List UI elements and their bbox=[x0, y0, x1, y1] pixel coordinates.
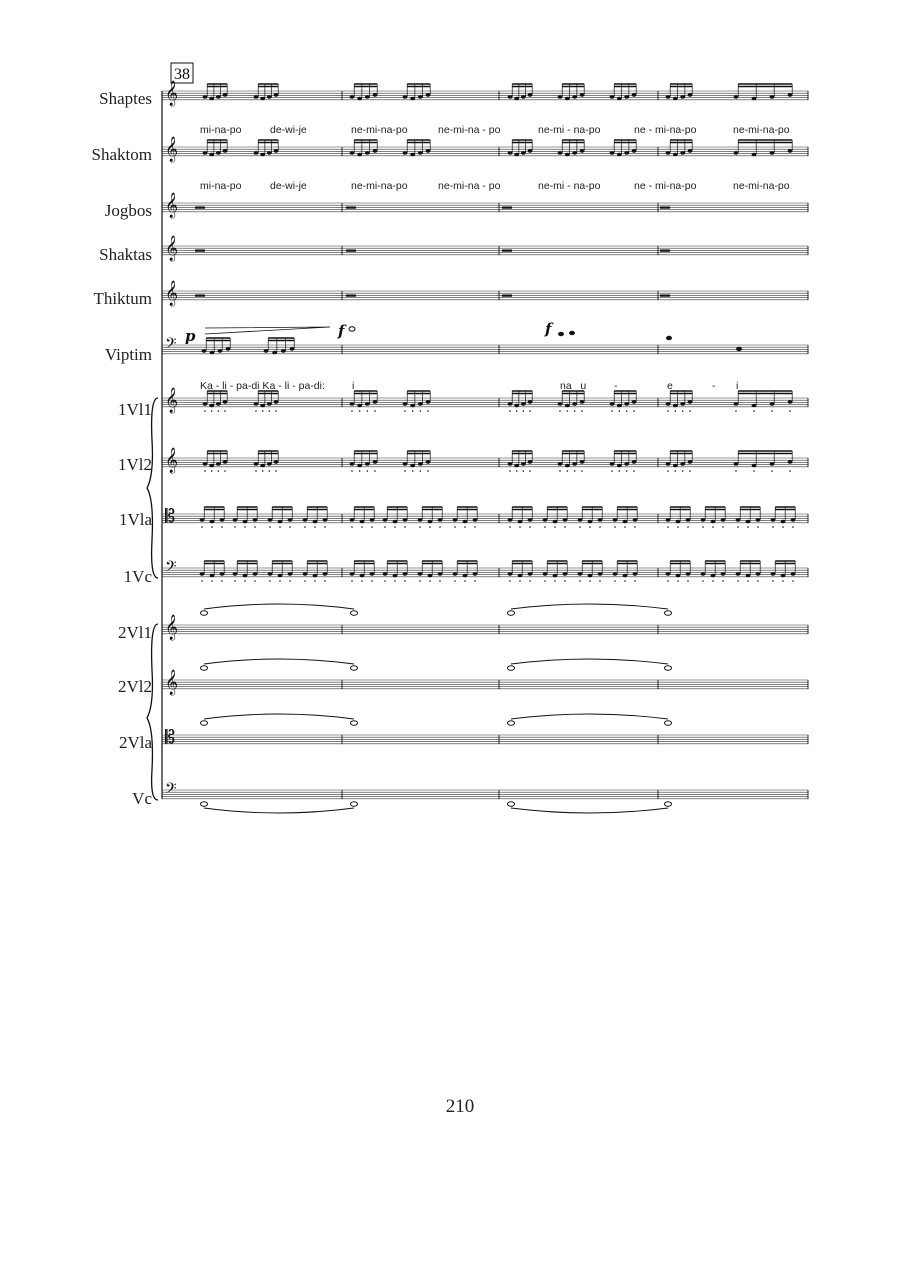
half-note bbox=[665, 666, 672, 671]
brace-orchestra-1 bbox=[147, 398, 158, 578]
sixteenth-note-group bbox=[558, 391, 585, 412]
bass-clef-icon: 𝄢 bbox=[165, 780, 177, 801]
staff-14 bbox=[162, 790, 808, 799]
measure-number: 38 bbox=[174, 66, 190, 83]
treble-clef-icon: 𝄞 bbox=[165, 388, 179, 413]
half-note bbox=[201, 611, 208, 616]
treble-clef-icon: 𝄞 bbox=[165, 81, 179, 106]
sixteenth-note-group bbox=[613, 561, 638, 582]
sixteenth-note-group bbox=[403, 451, 431, 472]
instrument-name: 2Vl1 bbox=[118, 623, 152, 642]
treble-clef-icon: 𝄞 bbox=[165, 236, 179, 261]
dynamic-mark: p bbox=[185, 327, 196, 345]
staff-12 bbox=[162, 680, 808, 689]
whole-rest bbox=[660, 295, 670, 297]
sixteenth-note-group bbox=[736, 507, 761, 528]
sixteenth-note-group bbox=[383, 561, 408, 582]
sixteenth-note-group bbox=[303, 561, 328, 582]
sixteenth-note-group bbox=[200, 507, 225, 528]
whole-rest bbox=[346, 295, 356, 297]
staff-5 bbox=[162, 291, 808, 300]
bass-clef-icon: 𝄢 bbox=[165, 335, 177, 356]
sixteenth-note-group bbox=[508, 561, 533, 582]
half-note bbox=[508, 802, 515, 807]
lyric-syllable: de-wi-je bbox=[270, 124, 307, 136]
sixteenth-note-group bbox=[771, 507, 796, 528]
lyric-syllable: ne-mi-na-po bbox=[733, 124, 790, 136]
lyric-syllable: mi-na-po bbox=[200, 124, 242, 136]
lyric-syllable: ne-mi-na-po bbox=[733, 180, 790, 192]
instrument-name: Vc bbox=[132, 789, 152, 808]
whole-rest bbox=[502, 207, 512, 209]
sixteenth-note-group bbox=[666, 451, 693, 472]
tie bbox=[204, 604, 354, 609]
sixteenth-note-group bbox=[403, 391, 431, 412]
lyric-syllable: na_ u bbox=[560, 380, 587, 392]
tie bbox=[511, 808, 668, 813]
sixteenth-note-group bbox=[508, 391, 533, 412]
instrument-name: 1Vl2 bbox=[118, 455, 152, 474]
sixteenth-note-group bbox=[578, 561, 603, 582]
treble-clef-icon: 𝄞 bbox=[165, 448, 179, 473]
lyric-syllable: mi-na-po bbox=[200, 180, 242, 192]
tie bbox=[511, 659, 668, 664]
instrument-name: 1Vla bbox=[118, 510, 152, 529]
whole-rest bbox=[346, 250, 356, 252]
quarter-note bbox=[666, 336, 672, 340]
staff-3 bbox=[162, 203, 808, 212]
instrument-name: Shaktom bbox=[91, 145, 152, 164]
bass-clef-icon: 𝄢 bbox=[165, 558, 177, 579]
sixteenth-note-group bbox=[268, 561, 293, 582]
sixteenth-note-group bbox=[453, 507, 478, 528]
half-note bbox=[665, 611, 672, 616]
half-note bbox=[508, 666, 515, 671]
sixteenth-note-group bbox=[543, 561, 568, 582]
sixteenth-note-group bbox=[350, 561, 375, 582]
half-note bbox=[349, 327, 355, 331]
treble-clef-icon: 𝄞 bbox=[165, 281, 179, 306]
sixteenth-note-group bbox=[254, 451, 279, 472]
whole-rest bbox=[660, 250, 670, 252]
quarter-note bbox=[736, 347, 742, 351]
sixteenth-note-group bbox=[418, 507, 443, 528]
sixteenth-note-group bbox=[666, 561, 691, 582]
brace-orchestra-2 bbox=[147, 624, 158, 800]
sixteenth-note-group bbox=[578, 507, 603, 528]
sixteenth-note-group bbox=[666, 507, 691, 528]
whole-rest bbox=[502, 250, 512, 252]
instrument-name: 2Vla bbox=[118, 733, 152, 752]
sixteenth-note-group bbox=[701, 507, 726, 528]
treble-clef-icon: 𝄞 bbox=[165, 615, 179, 640]
lyric-syllable: ne-mi - na-po bbox=[538, 124, 601, 136]
staff-4 bbox=[162, 246, 808, 255]
sixteenth-note-group bbox=[233, 561, 258, 582]
instrument-name: Jogbos bbox=[104, 201, 152, 220]
lyric-syllable: ne-mi-na - po bbox=[438, 180, 501, 192]
sixteenth-note-group bbox=[558, 451, 585, 472]
sixteenth-note-group bbox=[453, 561, 478, 582]
lyric-syllable: Ka - li - pa-di Ka - li - pa-di: bbox=[200, 380, 325, 392]
staff-13 bbox=[162, 735, 808, 744]
half-note bbox=[665, 802, 672, 807]
sixteenth-note-group bbox=[303, 507, 328, 528]
tie bbox=[511, 714, 668, 719]
alto-clef-icon: 𝄡 bbox=[165, 727, 176, 748]
lyric-syllable: de-wi-je bbox=[270, 180, 307, 192]
staff-1 bbox=[162, 91, 808, 100]
staff-2 bbox=[162, 147, 808, 156]
sixteenth-note-group bbox=[350, 451, 378, 472]
page-number: 210 bbox=[445, 1096, 475, 1117]
crescendo-hairpin bbox=[205, 327, 330, 334]
dynamic-mark: f bbox=[338, 322, 345, 340]
half-note bbox=[351, 802, 358, 807]
quarter-note bbox=[569, 331, 575, 335]
sixteenth-note-group bbox=[383, 507, 408, 528]
whole-rest bbox=[195, 250, 205, 252]
sixteenth-note-group bbox=[734, 391, 793, 412]
sixteenth-note-group bbox=[613, 507, 638, 528]
half-note bbox=[508, 721, 515, 726]
instrument-name: 2Vl2 bbox=[118, 677, 152, 696]
lyric-syllable: ne-mi-na - po bbox=[438, 124, 501, 136]
lyric-syllable: ne-mi-na-po bbox=[351, 180, 408, 192]
tie bbox=[204, 659, 354, 664]
sixteenth-note-group bbox=[543, 507, 568, 528]
instrument-name: Shaptes bbox=[99, 89, 152, 108]
sixteenth-note-group bbox=[734, 451, 793, 472]
sixteenth-note-group bbox=[508, 451, 533, 472]
sixteenth-note-group bbox=[254, 391, 279, 412]
sixteenth-note-group bbox=[203, 451, 228, 472]
treble-clef-icon: 𝄞 bbox=[165, 670, 179, 695]
lyric-syllable: ne-mi - na-po bbox=[538, 180, 601, 192]
lyric-syllable: - bbox=[614, 380, 618, 392]
instrument-name: 1Vl1 bbox=[118, 400, 152, 419]
lyric-syllable: ne-mi-na-po bbox=[351, 124, 408, 136]
lyric-syllable: i bbox=[736, 380, 739, 392]
treble-clef-icon: 𝄞 bbox=[165, 137, 179, 162]
measure-number-box bbox=[171, 63, 193, 83]
half-note bbox=[665, 721, 672, 726]
sixteenth-note-group bbox=[200, 561, 225, 582]
whole-rest bbox=[502, 295, 512, 297]
treble-clef-icon: 𝄞 bbox=[165, 193, 179, 218]
sixteenth-note-group bbox=[736, 561, 761, 582]
instrument-name: Viptim bbox=[104, 345, 152, 364]
whole-rest bbox=[346, 207, 356, 209]
half-note bbox=[201, 666, 208, 671]
tie bbox=[204, 808, 354, 813]
sixteenth-note-group bbox=[350, 507, 375, 528]
instrument-names bbox=[92, 89, 153, 808]
sixteenth-note-group bbox=[418, 561, 443, 582]
staff-11 bbox=[162, 625, 808, 634]
half-note bbox=[508, 611, 515, 616]
sixteenth-note-group bbox=[268, 507, 293, 528]
staff-8 bbox=[162, 458, 808, 467]
lyric-syllable: - bbox=[712, 380, 716, 392]
lyric-syllable: i bbox=[352, 380, 355, 392]
staff-7 bbox=[162, 398, 808, 407]
sixteenth-note-group bbox=[771, 561, 796, 582]
sixteenth-note-group bbox=[508, 507, 533, 528]
lyric-syllable: e bbox=[667, 380, 673, 392]
staff-system bbox=[147, 91, 808, 800]
sixteenth-note-group bbox=[233, 507, 258, 528]
sixteenth-note-group bbox=[203, 391, 228, 412]
sixteenth-note-group bbox=[350, 391, 378, 412]
half-note bbox=[351, 611, 358, 616]
instrument-name: Shaktas bbox=[99, 245, 152, 264]
half-note bbox=[351, 666, 358, 671]
whole-rest bbox=[660, 207, 670, 209]
lyric-syllable: ne - mi-na-po bbox=[634, 124, 697, 136]
instrument-name: Thiktum bbox=[93, 289, 152, 308]
whole-rest bbox=[195, 207, 205, 209]
dynamic-mark: f bbox=[545, 320, 552, 338]
sixteenth-note-group bbox=[666, 391, 693, 412]
instrument-name: 1Vc bbox=[123, 567, 152, 586]
lyric-syllable: ne - mi-na-po bbox=[634, 180, 697, 192]
sixteenth-note-group bbox=[610, 451, 637, 472]
half-note bbox=[201, 721, 208, 726]
half-note bbox=[351, 721, 358, 726]
sixteenth-note-group bbox=[701, 561, 726, 582]
tie bbox=[511, 604, 668, 609]
sixteenth-note-group bbox=[610, 391, 637, 412]
half-note bbox=[201, 802, 208, 807]
alto-clef-icon: 𝄡 bbox=[165, 506, 176, 527]
quarter-note bbox=[558, 332, 564, 336]
whole-rest bbox=[195, 295, 205, 297]
tie bbox=[204, 714, 354, 719]
staff-6 bbox=[162, 345, 808, 354]
